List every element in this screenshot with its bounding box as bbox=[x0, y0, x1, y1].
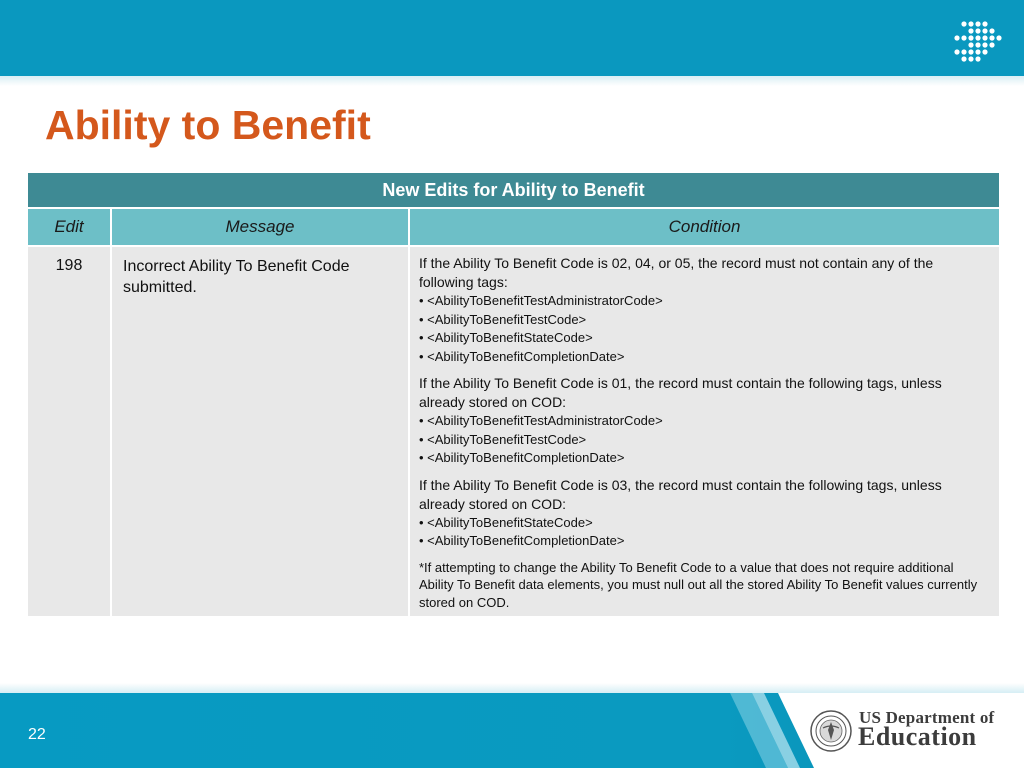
page-number: 22 bbox=[28, 726, 46, 743]
department-logo-line1: US Department of bbox=[859, 708, 995, 727]
column-header-condition: Condition bbox=[409, 208, 1000, 246]
table-caption-row bbox=[27, 172, 1000, 208]
tag-bullet: • <AbilityToBenefitTestCode> bbox=[419, 311, 587, 327]
tag-bullet: • <AbilityToBenefitCompletionDate> bbox=[419, 348, 625, 364]
condition-text: If the Ability To Benefit Code is 02, 04, or 05, the record must not contain any of the following tags: bbox=[419, 255, 934, 290]
dot-grid-logo-icon bbox=[954, 20, 1002, 64]
table-row bbox=[27, 246, 1000, 617]
condition-paragraph-1 bbox=[419, 254, 991, 366]
tag-bullet: • <AbilityToBenefitStateCode> bbox=[419, 514, 593, 530]
message-cell: Incorrect Ability To Benefit Code submitted. bbox=[111, 246, 409, 617]
tag-bullet: • <AbilityToBenefitTestAdministratorCode> bbox=[419, 293, 663, 308]
condition-paragraph-3 bbox=[419, 476, 991, 551]
tag-bullet: • <AbilityToBenefitCompletionDate> bbox=[419, 533, 625, 548]
condition-footnote: *If attempting to change the Ability To Benefit Code to a value that does not require additional Ability To Benefit data elements, you must null out all the stored Ability To Benefit values currently stored on COD. bbox=[419, 559, 978, 610]
condition-text: If the Ability To Benefit Code is 03, the record must contain the following tags, unless already stored on COD: bbox=[419, 476, 942, 512]
condition-text: If the Ability To Benefit Code is 01, the record must contain the following tags, unless already stored on COD: bbox=[419, 375, 942, 410]
footer-fade bbox=[0, 683, 1024, 693]
department-logo-line2: Education bbox=[858, 722, 977, 751]
tag-bullet: • <AbilityToBenefitStateCode> bbox=[419, 330, 593, 345]
edits-table bbox=[26, 171, 1001, 618]
header-fade bbox=[0, 76, 1024, 86]
department-seal-icon bbox=[810, 710, 852, 752]
condition-paragraph-2 bbox=[419, 374, 991, 468]
condition-cell bbox=[409, 246, 1000, 617]
tag-bullet: • <AbilityToBenefitTestAdministratorCode> bbox=[419, 413, 663, 428]
table-caption: New Edits for Ability to Benefit bbox=[27, 172, 1000, 208]
table-header-row bbox=[27, 208, 1000, 246]
tag-bullet: • <AbilityToBenefitTestCode> bbox=[419, 431, 587, 447]
header-band bbox=[0, 0, 1024, 78]
tag-bullet: • <AbilityToBenefitCompletionDate> bbox=[419, 450, 625, 465]
edit-code-cell: 198 bbox=[27, 246, 111, 617]
column-header-edit: Edit bbox=[27, 208, 111, 246]
column-header-message: Message bbox=[111, 208, 409, 246]
slide-title: Ability to Benefit bbox=[45, 102, 371, 148]
